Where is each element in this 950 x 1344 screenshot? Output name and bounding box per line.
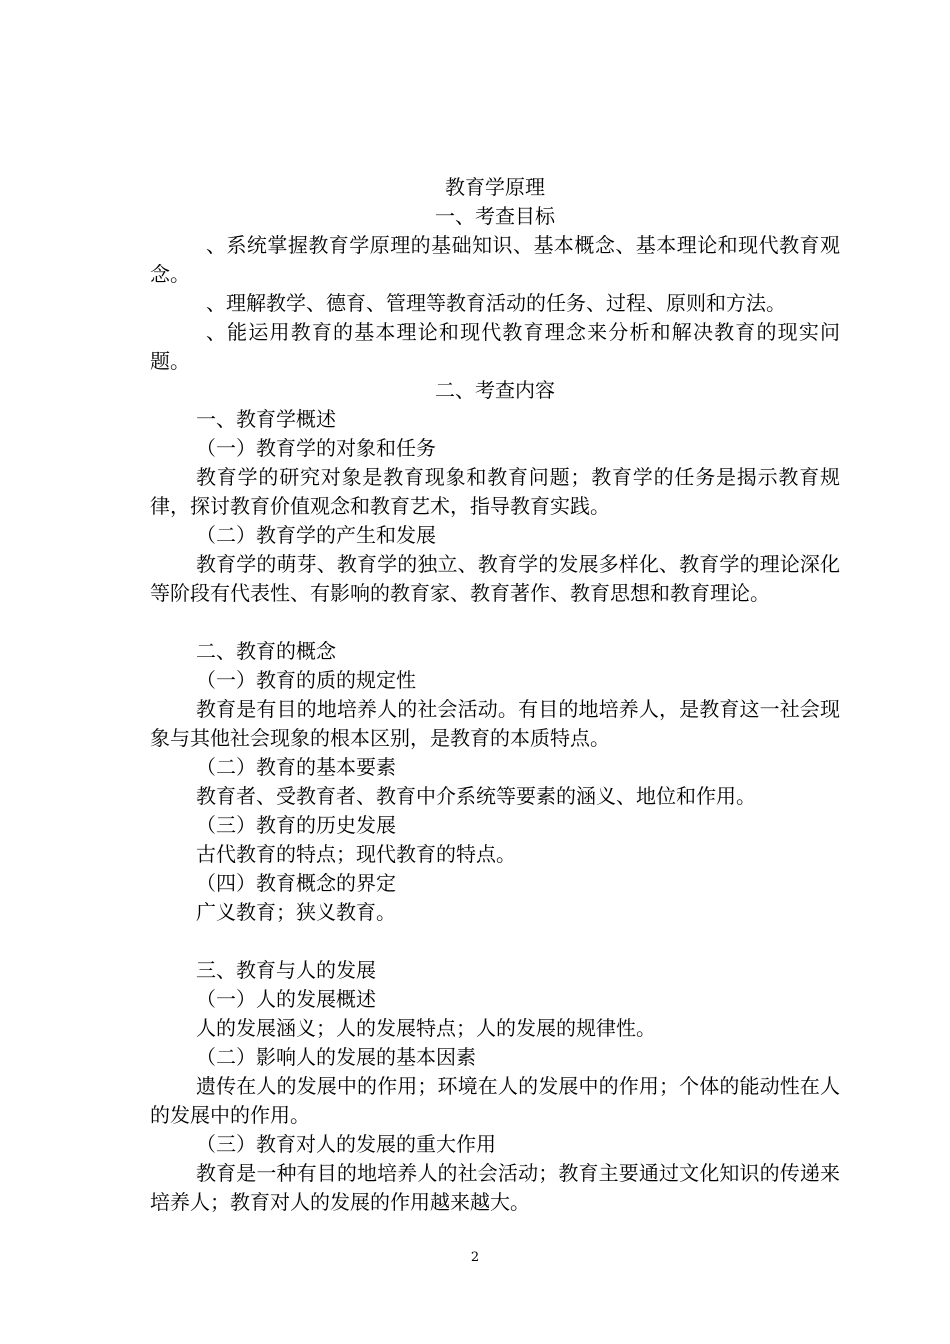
subsection-heading: （二）教育学的产生和发展	[196, 523, 436, 547]
document-body	[150, 173, 840, 1217]
paragraph: 教育学的萌芽、教育学的独立、教育学的发展多样化、教育学的理论深化等阶段有代表性、有影响的教育家、教育著作、教育思想和教育理论。	[150, 552, 840, 605]
blank-line	[150, 927, 840, 956]
paragraph: 人的发展涵义；人的发展特点；人的发展的规律性。	[196, 1016, 656, 1040]
chapter-heading: 三、教育与人的发展	[196, 958, 376, 982]
chapter-heading: 二、教育的概念	[196, 639, 336, 663]
objective-item: 、理解教学、德育、管理等教育活动的任务、过程、原则和方法。	[206, 291, 786, 315]
subsection-heading: （三）教育的历史发展	[196, 813, 396, 837]
subsection-heading: （二）教育的基本要素	[196, 755, 396, 779]
paragraph: 教育者、受教育者、教育中介系统等要素的涵义、地位和作用。	[196, 784, 756, 808]
paragraph: 遗传在人的发展中的作用；环境在人的发展中的作用；个体的能动性在人的发展中的作用。	[150, 1074, 840, 1127]
subsection-heading: （二）影响人的发展的基本因素	[196, 1045, 476, 1069]
paragraph: 古代教育的特点；现代教育的特点。	[196, 842, 516, 866]
paragraph: 教育学的研究对象是教育现象和教育问题；教育学的任务是揭示教育规律，探讨教育价值观念和教育艺术，指导教育实践。	[150, 465, 840, 518]
paragraph: 教育是一种有目的地培养人的社会活动；教育主要通过文化知识的传递来培养人；教育对人的发展的作用越来越大。	[150, 1161, 840, 1214]
subsection-heading: （三）教育对人的发展的重大作用	[196, 1132, 496, 1156]
section-heading-content: 二、考查内容	[435, 378, 555, 402]
subsection-heading: （一）人的发展概述	[196, 987, 376, 1011]
subsection-heading: （一）教育的质的规定性	[196, 668, 416, 692]
subsection-heading: （一）教育学的对象和任务	[196, 436, 436, 460]
chapter-heading: 一、教育学概述	[196, 407, 336, 431]
blank-line	[150, 608, 840, 637]
objective-item: 、能运用教育的基本理论和现代教育理念来分析和解决教育的现实问题。	[150, 320, 840, 373]
subsection-heading: （四）教育概念的界定	[196, 871, 396, 895]
section-heading-objectives: 一、考查目标	[435, 204, 555, 228]
objective-item: 、系统掌握教育学原理的基础知识、基本概念、基本理论和现代教育观念。	[150, 233, 840, 286]
document-title: 教育学原理	[445, 175, 545, 199]
page-number: 2	[470, 1250, 480, 1265]
paragraph: 教育是有目的地培养人的社会活动。有目的地培养人，是教育这一社会现象与其他社会现象的根本区别，是教育的本质特点。	[150, 697, 840, 750]
paragraph: 广义教育；狭义教育。	[196, 900, 396, 924]
